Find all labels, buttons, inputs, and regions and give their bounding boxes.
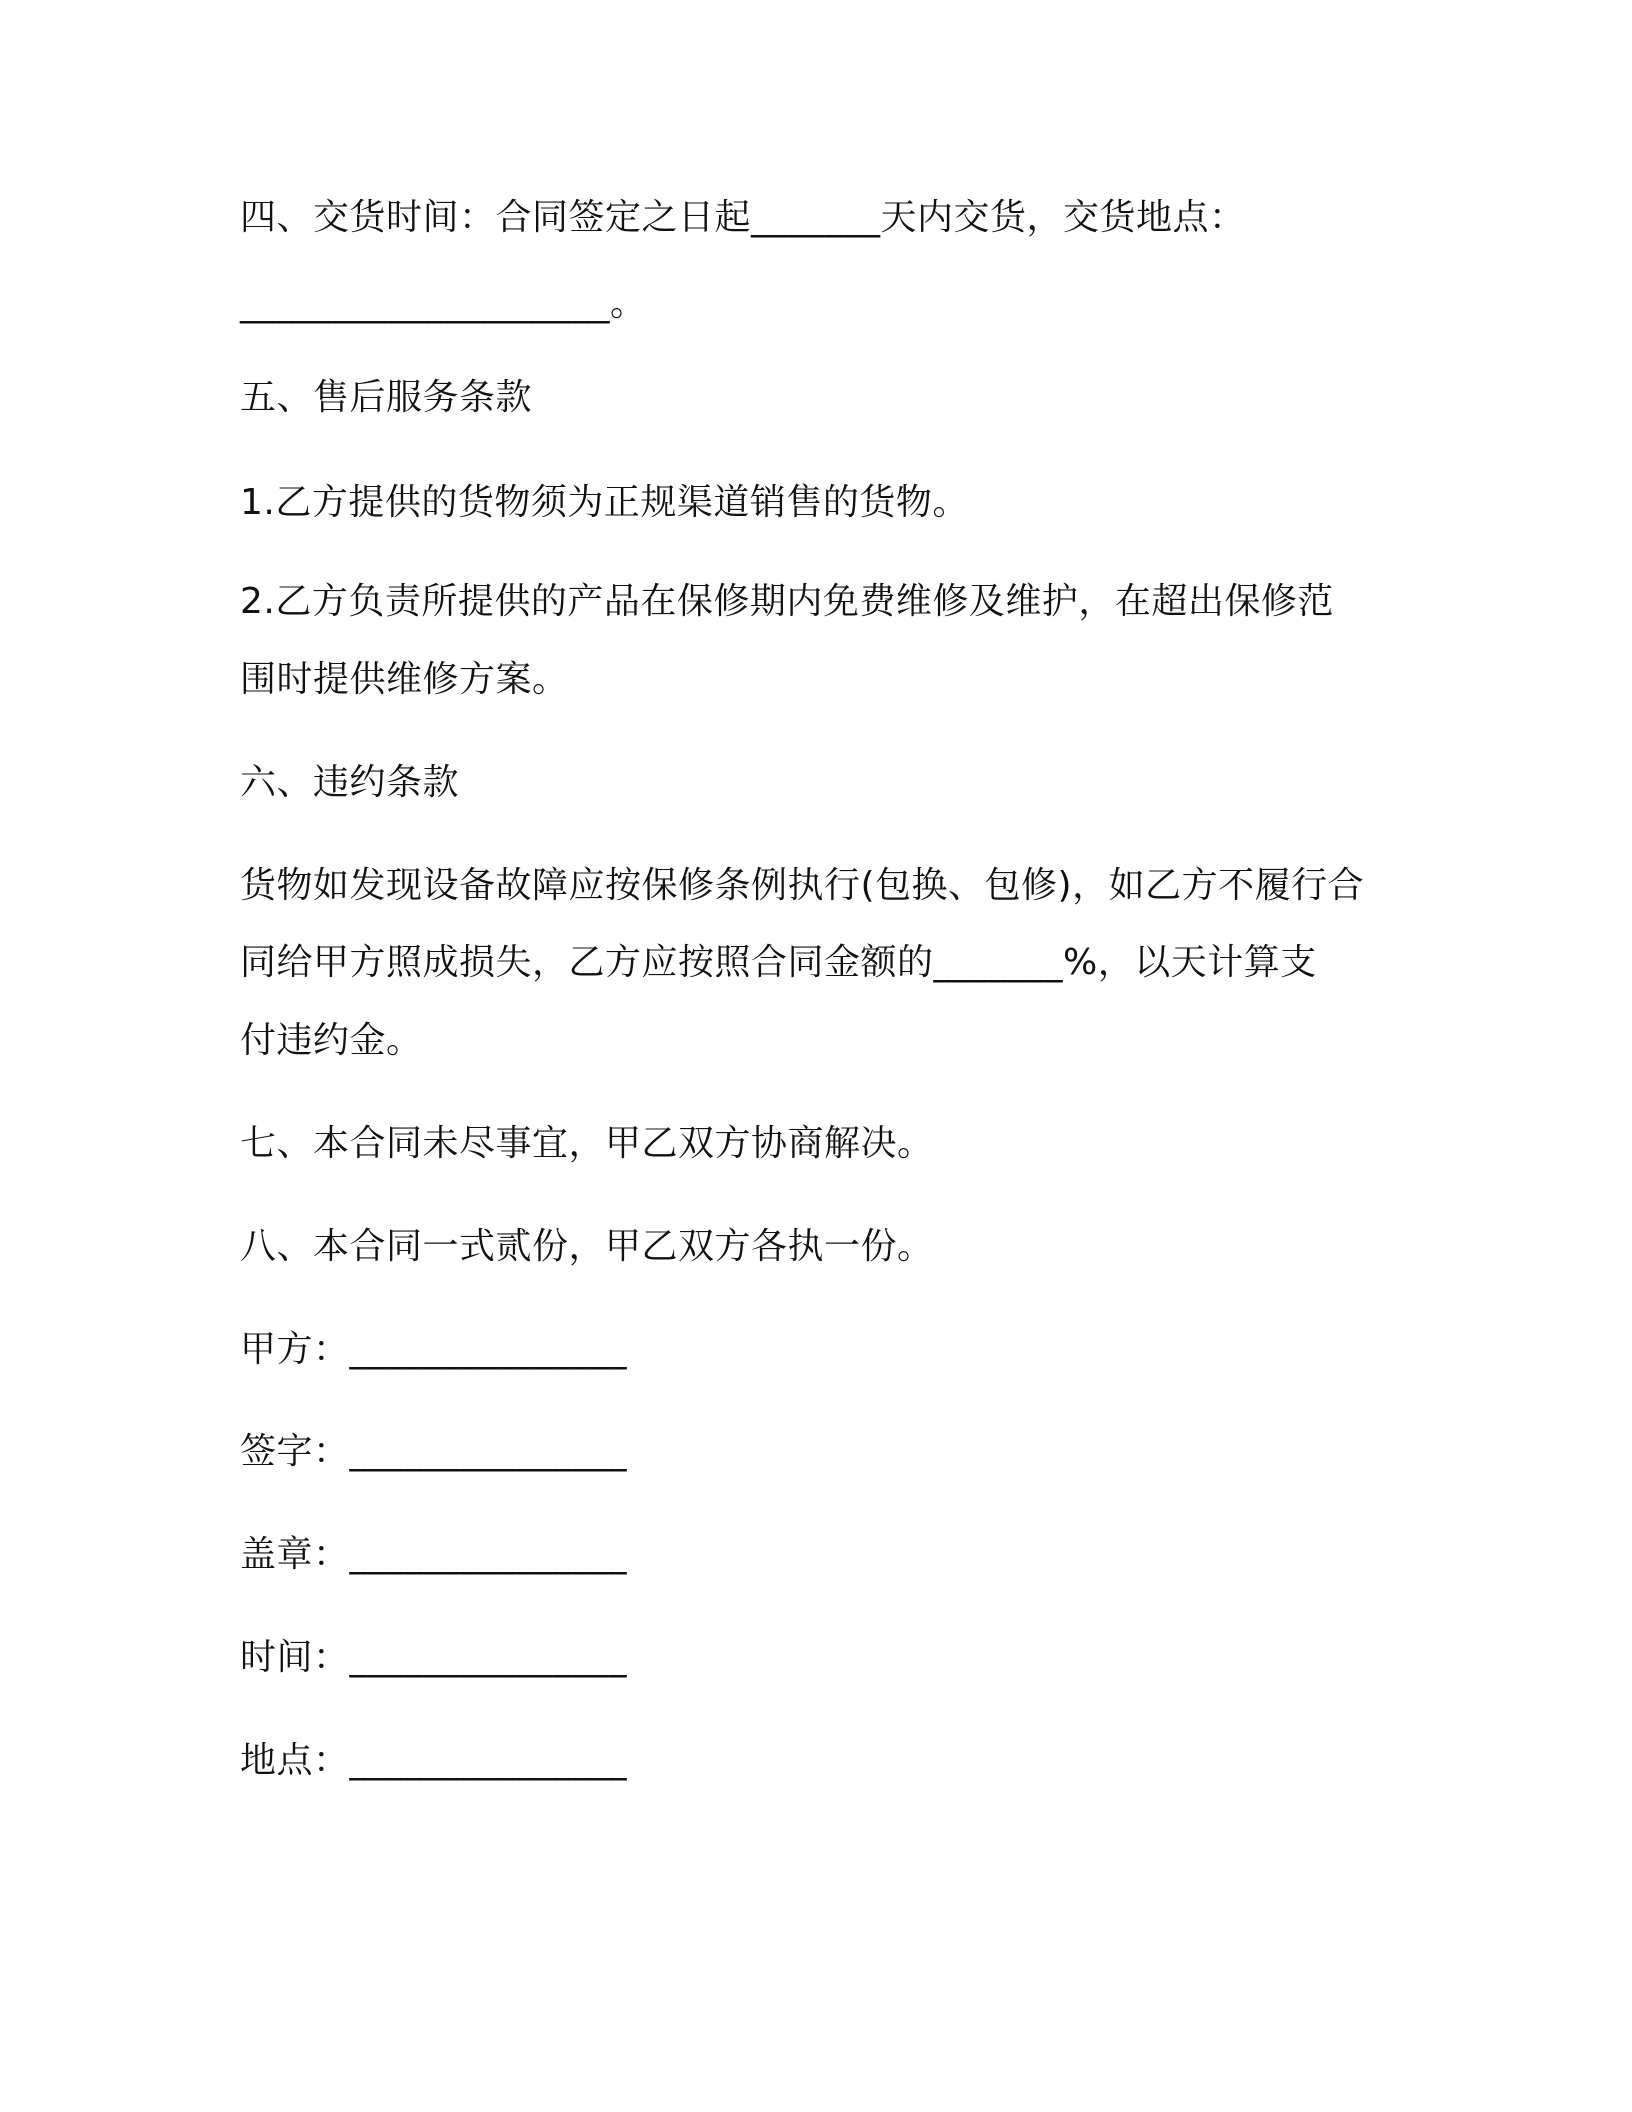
clause-7: 七、本合同未尽事宜，甲乙双方协商解决。 [240,1123,934,1164]
breach-paragraph-line-1: 货物如发现设备故障应按保修条例执行(包换、包修)，如乙方不履行合 [240,865,1365,906]
time-field: 时间：_______________ [240,1637,628,1678]
breach-paragraph-line-2: 同给甲方照成损失，乙方应按照合同金额的_______%，以天计算支 [240,942,1317,983]
place-field: 地点：_______________ [240,1740,628,1781]
aftersales-item-2-line-1: 2.乙方负责所提供的产品在保修期内免费维修及维护，在超出保修范 [240,581,1334,622]
breach-heading: 六、违约条款 [240,762,460,803]
aftersales-heading: 五、售后服务条款 [240,377,533,418]
delivery-clause: 四、交货时间：合同签定之日起_______天内交货，交货地点： [240,197,1246,238]
delivery-place-blank: ____________________。 [240,283,647,324]
breach-paragraph-line-3: 付违约金。 [240,1020,423,1061]
clause-8: 八、本合同一式贰份，甲乙双方各执一份。 [240,1226,934,1267]
aftersales-item-2-line-2: 围时提供维修方案。 [240,659,569,700]
party-a-field: 甲方：_______________ [240,1329,628,1370]
seal-field: 盖章：_______________ [240,1534,628,1575]
signature-field: 签字：_______________ [240,1431,628,1472]
aftersales-item-1: 1.乙方提供的货物须为正规渠道销售的货物。 [240,482,969,523]
